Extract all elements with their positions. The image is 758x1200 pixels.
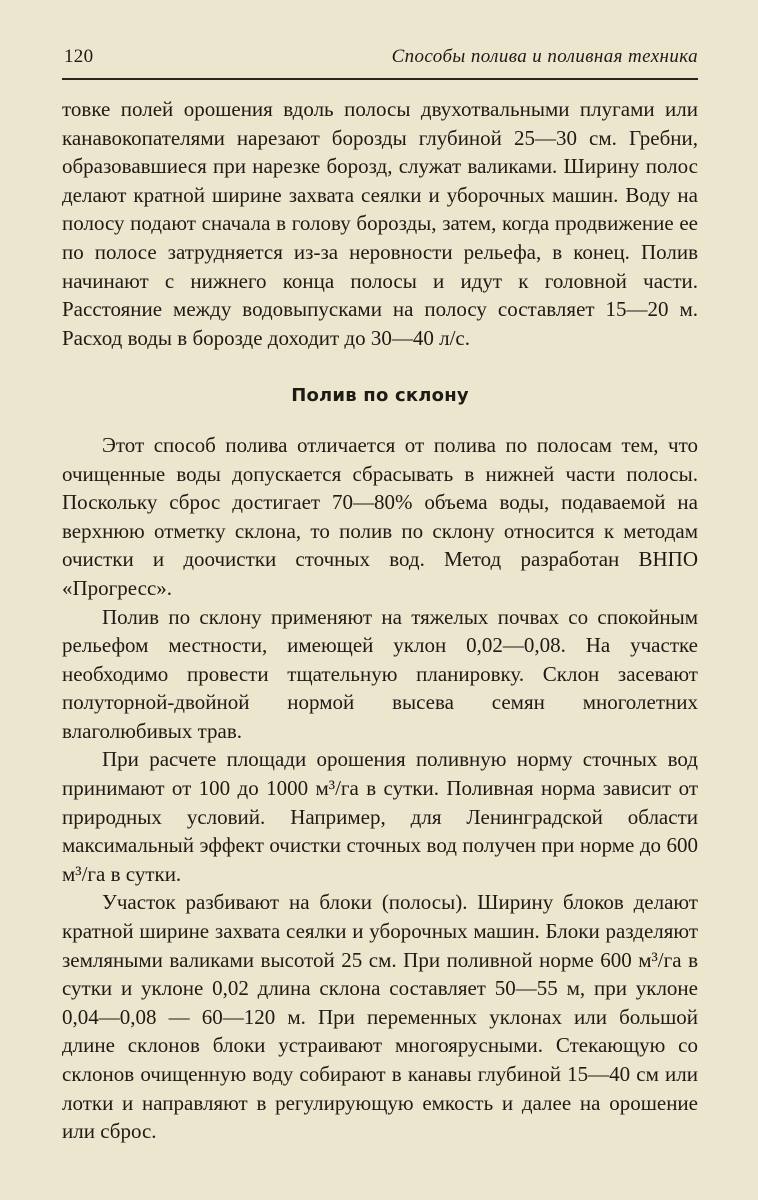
- section-heading: Полив по склону: [291, 385, 469, 407]
- running-header: [62, 46, 698, 76]
- running-title: Способы полива и поливная техника: [391, 46, 698, 67]
- paragraph-3: При расчете площади орошения поливную норму сточных вод принимают от 100 до 1000 м³/га в сутки. Поливная норма зависит от природных условий. Например, для Ленинградской области максимальный эффект очистки сточных вод получен при норме до 600 м³/га в сутки.: [62, 747, 698, 886]
- header-rule: [62, 78, 698, 80]
- body-text: [62, 95, 698, 1146]
- page-number: 120: [64, 46, 94, 67]
- intro-paragraph: товке полей орошения вдоль полосы двухотвальными плугами или канавокопателями нарезают борозды глубиной 25—30 см. Гребни, образовавшиеся при нарезке борозд, служат валиками. Ширину полос делают кратной ширине захвата сеялки и уборочных машин. Воду на полосу подают сначала в голову борозды, затем, когда продвижение ее по полосе затрудняется из-за неровности рельефа, в конец. Полив начинают с нижнего конца полосы и идут к головной части. Расстояние между водовыпусками на полосу составляет 15—20 м. Расход воды в борозде доходит до 30—40 л/с.: [62, 97, 698, 350]
- paragraph-2: Полив по склону применяют на тяжелых почвах со спокойным рельефом местности, имеющей уклон 0,02—0,08. На участке необходимо провести тщательную планировку. Склон засевают полуторной-двойной нормой высева семян многолетних влаголюбивых трав.: [62, 604, 698, 743]
- paragraph-4: Участок разбивают на блоки (полосы). Ширину блоков делают кратной ширине захвата сеялки и уборочных машин. Блоки разделяют земляными валиками высотой 25 см. При поливной норме 600 м³/га в сутки и уклоне 0,02 длина склона составляет 50—55 м, при уклоне 0,04—0,08 — 60—120 м. При переменных уклонах или большой длине склонов блоки устраивают многоярусными. Стекающую со склонов очищенную воду собирают в канавы глубиной 15—40 см или лотки и направляют в регулирующую емкость и далее на орошение или сброс.: [62, 890, 698, 1144]
- paragraph-1: Этот способ полива отличается от полива по полосам тем, что очищенные воды допускается сбрасывать в нижней части полосы. Поскольку сброс достигает 70—80% объема воды, подаваемой на верхнюю отметку склона, то полив по склону относится к методам очистки и доочистки сточных вод. Метод разработан ВНПО «Прогресс».: [62, 432, 698, 600]
